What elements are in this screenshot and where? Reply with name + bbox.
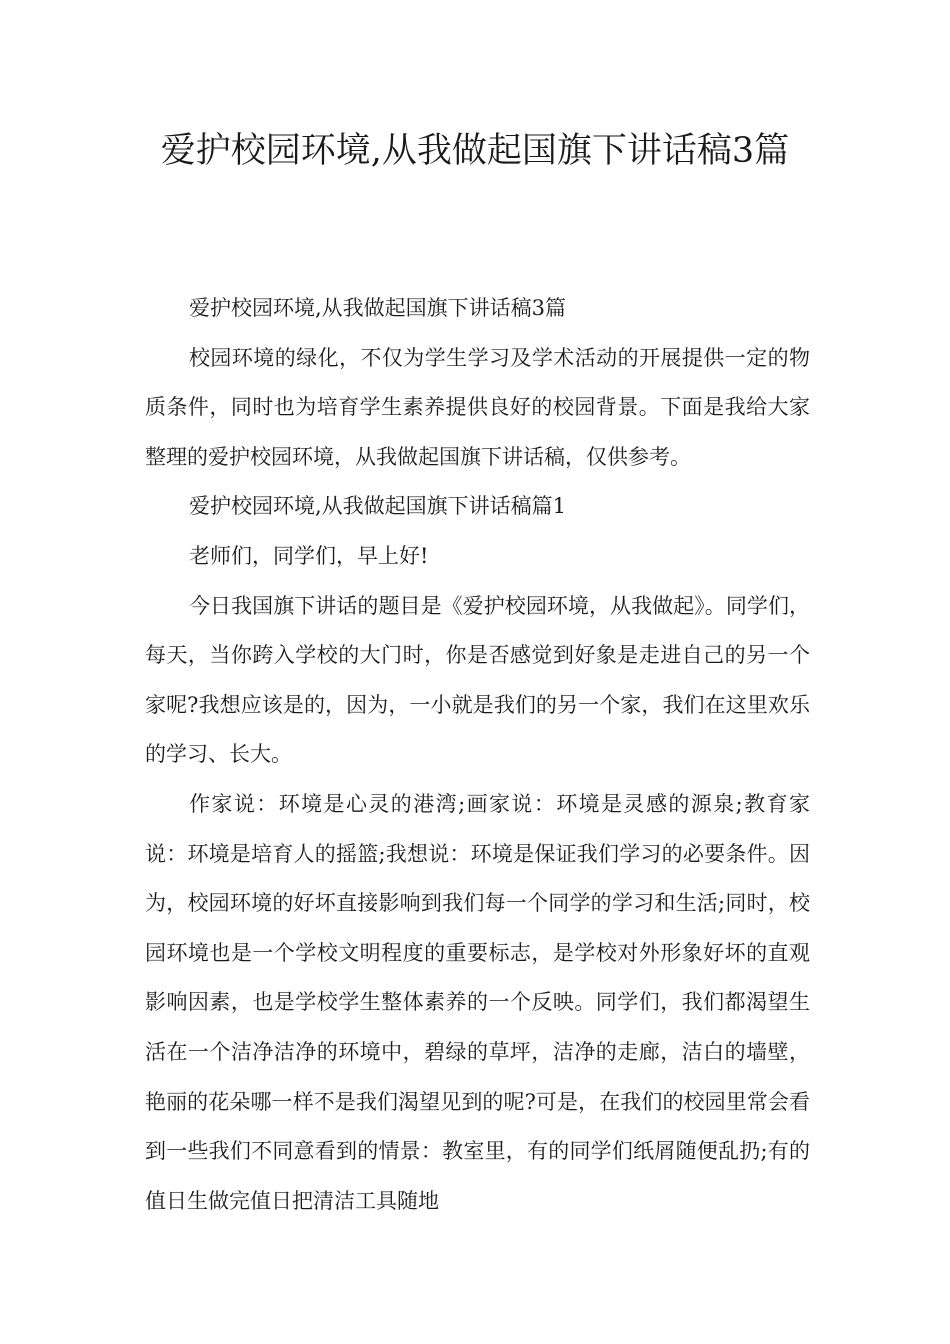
document-title: 爱护校园环境,从我做起国旗下讲话稿3篇	[160, 131, 790, 171]
paragraph-section-heading: 爱护校园环境,从我做起国旗下讲话稿篇1	[189, 494, 567, 519]
paragraph-intro: 校园环境的绿化，不仅为学生学习及学术活动的开展提供一定的物质条件，同时也为培育学生素养提供良好的校园背景。下面是我给大家整理的爱护校园环境，从我做起国旗下讲话稿，仅供参考。	[145, 345, 810, 469]
paragraph-environment: 作家说：环境是心灵的港湾;画家说：环境是灵感的源泉;教育家说：环境是培育人的摇篮;我想说：环境是保证我们学习的必要条件。因为，校园环境的好坏直接影响到我们每一个同学的学习和生活;同时，校园环境也是一个学校文明程度的重要标志，是学校对外形象好坏的直观影响因素，也是学校学生整体素养的一个反映。同学们，我们都渴望生活在一个洁净洁净的环境中，碧绿的草坪，洁净的走廊，洁白的墙壁，艳丽的花朵哪一样不是我们渴望见到的呢?可是，在我们的校园里常会看到一些我们不同意看到的情景：教室里，有的同学们纸屑随便乱扔;有的值日生做完值日把清洁工具随地	[145, 791, 810, 1213]
document-body	[145, 284, 810, 1226]
paragraph-greeting: 老师们，同学们，早上好!	[189, 543, 429, 568]
paragraph-subtitle: 爱护校园环境,从我做起国旗下讲话稿3篇	[189, 296, 567, 320]
paragraph-topic: 今日我国旗下讲话的题目是《爱护校园环境，从我做起》。同学们，每天，当你跨入学校的大门时，你是否感觉到好象是走进自己的另一个家呢?我想应该是的，因为，一小就是我们的另一个家，我们在这里欢乐的学习、长大。	[145, 593, 810, 767]
